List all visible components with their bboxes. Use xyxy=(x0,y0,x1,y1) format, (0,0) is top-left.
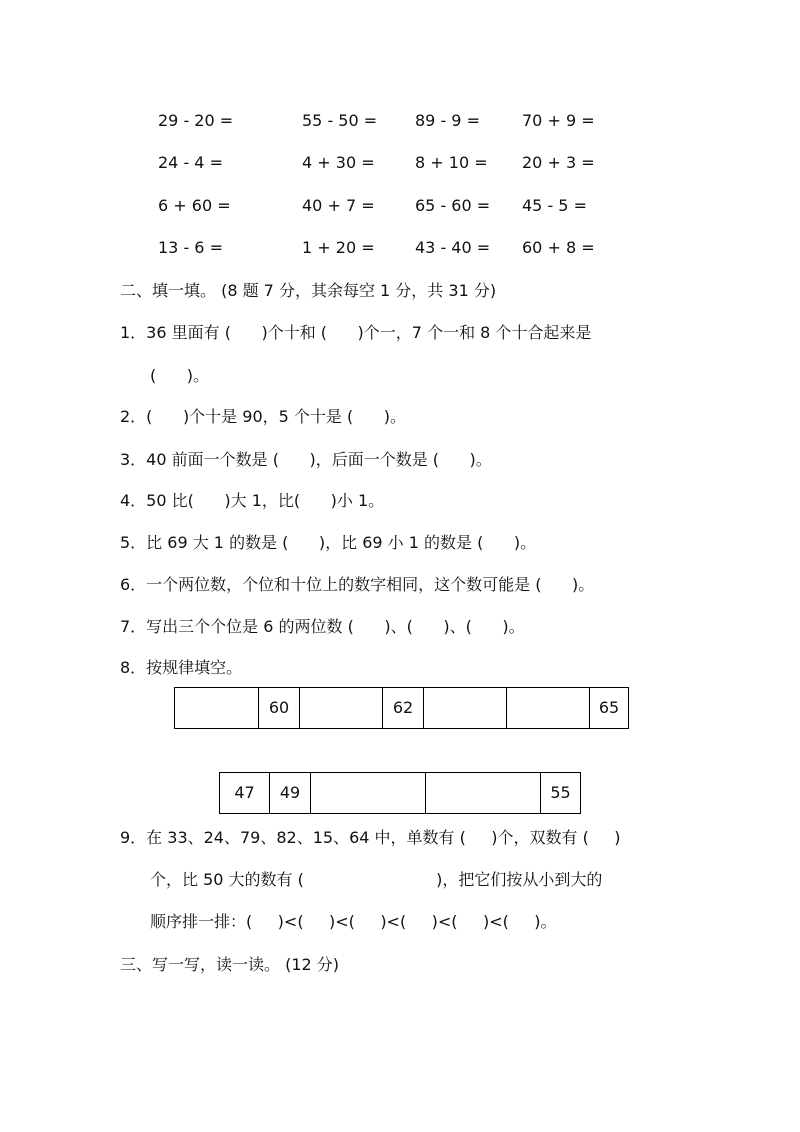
seq2-cell[interactable] xyxy=(425,773,540,813)
question-6: 6．一个两位数，个位和十位上的数字相同，这个数可能是 ( )。 xyxy=(120,575,595,594)
question-5: 5．比 69 大 1 的数是 ( )，比 69 小 1 的数是 ( )。 xyxy=(120,533,537,552)
arith-r4-c4: 60 + 8 = xyxy=(522,238,595,257)
arith-r1-c3: 89 - 9 = xyxy=(415,111,480,130)
question-4: 4．50 比( )大 1，比( )小 1。 xyxy=(120,491,385,510)
seq2-cell: 55 xyxy=(540,773,580,813)
section3-title: 三、写一写，读一读。 (12 分) xyxy=(120,955,340,974)
arith-r2-c2: 4 + 30 = xyxy=(302,153,375,172)
sequence-grid-1 xyxy=(174,687,629,729)
seq1-cell[interactable] xyxy=(299,688,382,728)
question-9-line1: 9．在 33、24、79、82、15、64 中，单数有 ( )个，双数有 ( ) xyxy=(120,828,621,847)
question-3: 3．40 前面一个数是 ( )，后面一个数是 ( )。 xyxy=(120,450,492,469)
seq1-cell: 62 xyxy=(382,688,423,728)
seq2-cell[interactable] xyxy=(310,773,425,813)
arith-r2-c3: 8 + 10 = xyxy=(415,153,488,172)
question-9-line2: 个，比 50 大的数有 ( )，把它们按从小到大的 xyxy=(150,870,603,889)
question-2: 2．( )个十是 90，5 个十是 ( )。 xyxy=(120,407,406,426)
question-8: 8．按规律填空。 xyxy=(120,658,243,677)
question-9-line3: 顺序排一排：( )<( )<( )<( )<( )<( )。 xyxy=(150,912,557,931)
arith-r1-c2: 55 - 50 = xyxy=(302,111,378,130)
seq1-cell[interactable] xyxy=(175,688,258,728)
seq2-cell: 49 xyxy=(269,773,310,813)
question-1-line1: 1．36 里面有 ( )个十和 ( )个一，7 个一和 8 个十合起来是 xyxy=(120,323,592,342)
seq1-cell: 60 xyxy=(258,688,299,728)
arith-r4-c2: 1 + 20 = xyxy=(302,238,375,257)
seq1-cell[interactable] xyxy=(506,688,589,728)
section2-title: 二、填一填。 (8 题 7 分，其余每空 1 分，共 31 分) xyxy=(120,281,497,300)
question-1-line2: ( )。 xyxy=(150,366,210,385)
seq2-cell: 47 xyxy=(234,783,255,802)
question-7: 7．写出三个个位是 6 的两位数 ( )、( )、( )。 xyxy=(120,617,525,636)
arith-r1-c4: 70 + 9 = xyxy=(522,111,595,130)
sequence-grid-2 xyxy=(219,772,581,814)
arith-r1-c1: 29 - 20 = xyxy=(158,111,234,130)
arith-r3-c4: 45 - 5 = xyxy=(522,196,587,215)
arith-r2-c1: 24 - 4 = xyxy=(158,153,223,172)
arith-r3-c2: 40 + 7 = xyxy=(302,196,375,215)
arith-r3-c3: 65 - 60 = xyxy=(415,196,491,215)
arith-r3-c1: 6 + 60 = xyxy=(158,196,231,215)
arith-r4-c1: 13 - 6 = xyxy=(158,238,223,257)
seq1-cell[interactable] xyxy=(423,688,506,728)
seq1-cell: 65 xyxy=(589,688,628,728)
arith-r4-c3: 43 - 40 = xyxy=(415,238,491,257)
arith-r2-c4: 20 + 3 = xyxy=(522,153,595,172)
